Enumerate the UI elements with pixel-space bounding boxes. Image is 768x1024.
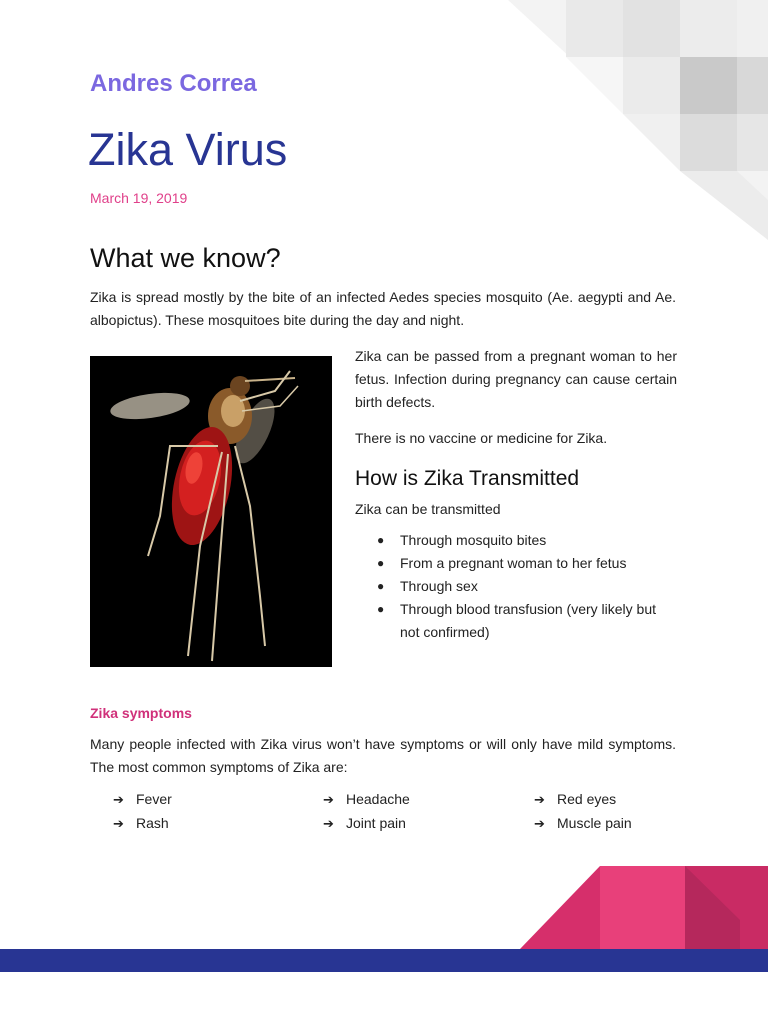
arrow-right-icon: ➔ [323, 792, 334, 807]
list-item: ● Through mosquito bites [377, 529, 677, 552]
author-name: Andres Correa [90, 70, 257, 97]
section-heading-symptoms: Zika symptoms [90, 705, 192, 721]
list-item: ➔ Headache [323, 791, 410, 807]
list-item: ● Through sex [377, 575, 677, 598]
transmitted-lead: Zika can be transmitted [355, 501, 501, 517]
intro-paragraph: Zika is spread mostly by the bite of an infected Aedes species mosquito (Ae. aegypti and Ae. albopictus). These mosquitoes bite during the day and night. [90, 289, 676, 328]
section-heading-transmitted: How is Zika Transmitted [355, 467, 580, 490]
decorative-gray-shapes [508, 0, 768, 240]
list-item: ● From a pregnant woman to her fetus [377, 552, 677, 575]
arrow-right-icon: ➔ [113, 792, 124, 807]
right-column [355, 345, 677, 644]
transmission-list [355, 529, 677, 644]
bullet-icon: ● [377, 602, 385, 616]
symptoms-paragraph: Many people infected with Zika virus won’t have symptoms or will only have mild symptoms. The most common symptoms of Zika are: [90, 736, 676, 775]
arrow-right-icon: ➔ [534, 792, 545, 807]
bullet-icon: ● [377, 579, 385, 593]
bullet-icon: ● [377, 533, 385, 547]
list-item: ➔ Joint pain [323, 815, 406, 831]
section-heading-what-we-know: What we know? [90, 243, 281, 273]
pregnancy-paragraph: Zika can be passed from a pregnant woman to her fetus. Infection during pregnancy can cause certain birth defects. [355, 348, 677, 410]
decorative-bottom-band [0, 860, 768, 972]
bullet-icon: ● [377, 556, 385, 570]
list-item: ➔ Red eyes [534, 791, 617, 807]
arrow-right-icon: ➔ [113, 816, 124, 831]
list-item: ➔ Rash [113, 815, 169, 831]
page-title: Zika Virus [88, 124, 288, 175]
list-item: ● Through blood transfusion (very likely but not confirmed) [377, 598, 677, 644]
document-date: March 19, 2019 [90, 190, 188, 206]
arrow-right-icon: ➔ [534, 816, 545, 831]
no-vaccine-paragraph: There is no vaccine or medicine for Zika. [355, 430, 608, 446]
list-item: ➔ Fever [113, 791, 172, 807]
list-item: ➔ Muscle pain [534, 815, 632, 831]
mosquito-photo [90, 356, 332, 667]
arrow-right-icon: ➔ [323, 816, 334, 831]
